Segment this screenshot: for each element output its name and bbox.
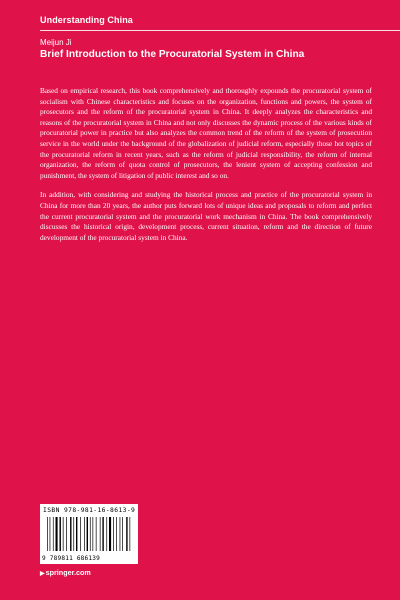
book-title: Brief Introduction to the Procuratorial System in China <box>40 49 305 60</box>
barcode-digits: 9 789811 686139 <box>42 555 101 562</box>
isbn-label: ISBN 978-981-16-8613-9 <box>43 507 136 514</box>
header-divider <box>40 30 400 31</box>
series-title: Understanding China <box>40 15 133 25</box>
arrow-right-icon: ▶ <box>40 571 45 577</box>
blurb-paragraph-1: Based on empirical research, this book comprehensively and thoroughly expounds the procuratorial system of socialism with Chinese characteristics and focuses on the organization, functions and powers, the system of prosecutors and the reform of the procuratorial system in China. It deeply analyzes the characteristics and reasons of the procuratorial system in China and not only discusses the dynamic process of the various kinds of procuratorial power in practice but also analyzes the common trend of the reform of the system of prosecution service in the world under the background of the globalization of judicial reform, especially those hot topics of the procuratorial reform in recent years, such as the reform of judicial responsibility, the reform of internal organization, the reform of quota control of prosecutors, the lenient system of accepting confession and punishment, the system of litigation of public interest and so on. <box>40 86 372 180</box>
barcode <box>45 517 133 551</box>
publisher-link[interactable] <box>40 568 91 577</box>
publisher-url: springer.com <box>45 568 91 577</box>
blurb <box>40 86 372 252</box>
barcode-box <box>40 504 138 564</box>
author-name: Meijun Ji <box>40 38 72 47</box>
blurb-paragraph-2: In addition, with considering and studying the historical process and practice of the procuratorial system in China for more than 20 years, the author puts forward lots of unique ideas and proposals to reform and perfect the current procuratorial system and the procuratorial work mechanism in China. The book comprehensively discusses the historical origin, development process, current situation, reform and the direction of future development of the procuratorial system in China. <box>40 190 372 242</box>
